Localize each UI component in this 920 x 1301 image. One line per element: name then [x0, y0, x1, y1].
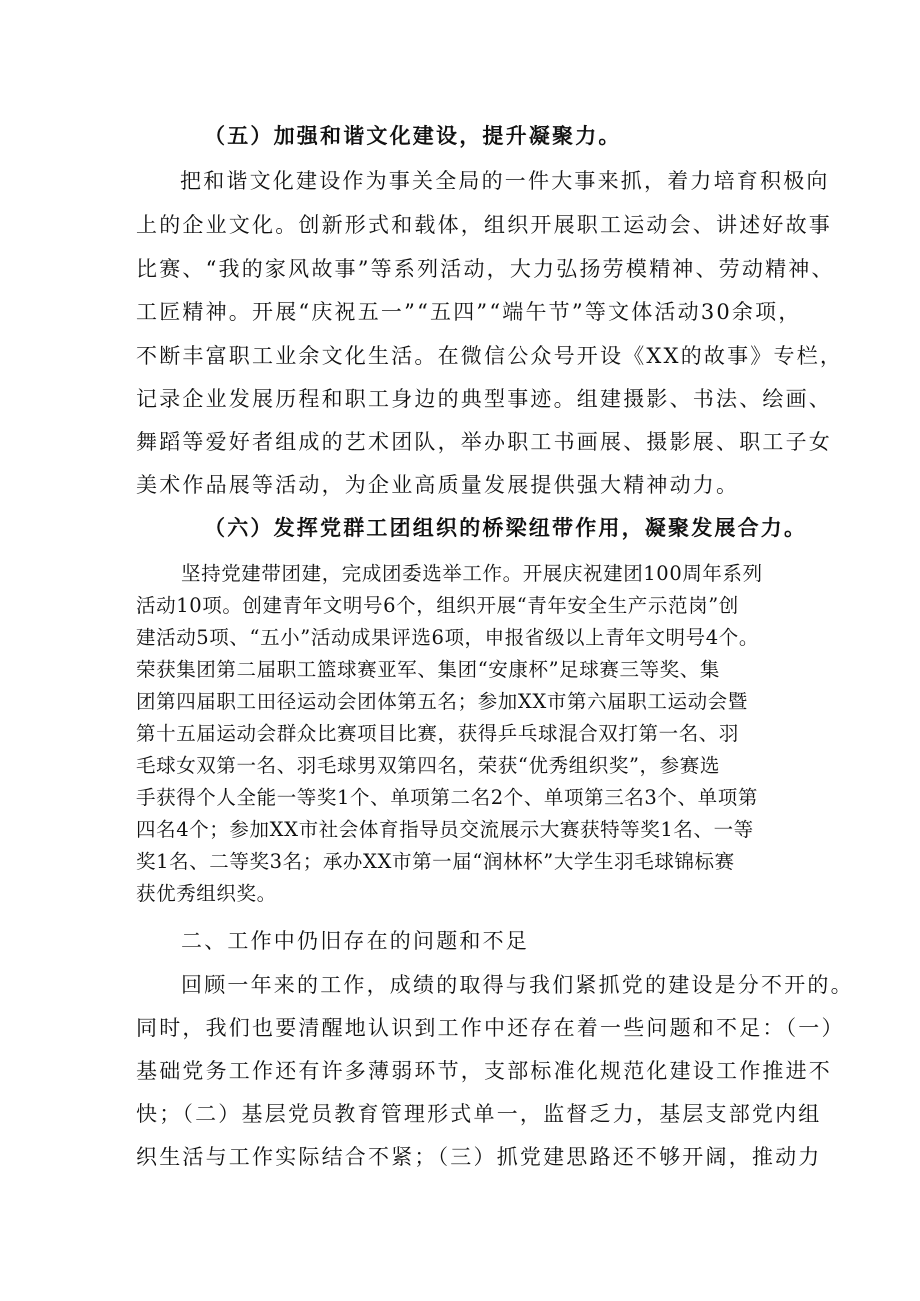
section-6-line-3: 建活动5项、“五小”活动成果评选6项，申报省级以上青年文明号4个。: [136, 626, 759, 649]
part-2-line-4: 快；（二）基层党员教育管理形式单一，监督乏力，基层支部党内组: [136, 1102, 822, 1126]
section-6-line-9: 四名4个；参加XX市社会体育指导员交流展示大赛获特等奖1名、一等: [136, 818, 754, 841]
part-2-heading: 二、工作中仍旧存在的问题和不足: [181, 929, 529, 953]
section-6-line-6: 第十五届运动会群众比赛项目比赛，获得乒乓球混合双打第一名、羽: [136, 722, 740, 745]
section-6-line-7: 毛球女双第一名、羽毛球男双第四名，荣获“优秀组织奖”，参赛选: [136, 754, 720, 777]
section-6-line-4: 荣获集团第二届职工篮球赛亚军、集团“安康杯”足球赛三等奖、集: [136, 658, 720, 681]
section-5-line-1: 把和谐文化建设作为事关全局的一件大事来抓，着力培育积极向: [180, 169, 830, 193]
section-6-line-10: 奖1名、二等奖3名；承办XX市第一届“润林杯”大学生羽毛球锦标赛: [136, 850, 735, 873]
section-5-line-4: 工匠精神。开展“庆祝五一”“五四”“端午节”等文体活动30余项，: [136, 300, 802, 324]
section-5-line-3: 比赛、“我的家风故事”等系列活动，大力弘扬劳模精神、劳动精神、: [136, 257, 835, 281]
section-5-line-2: 上的企业文化。创新形式和载体，组织开展职工运动会、讲述好故事: [136, 213, 832, 237]
part-2-line-5: 织生活与工作实际结合不紧；（三）抓党建思路还不够开阔，推动力: [136, 1145, 822, 1169]
part-2-line-2: 同时，我们也要清醒地认识到工作中还存在着一些问题和不足：（一）: [136, 1016, 845, 1040]
section-6-line-2: 活动10项。创建青年文明号6个，组织开展“青年安全生产示范岗”创: [136, 594, 739, 617]
part-2-line-1: 回顾一年来的工作，成绩的取得与我们紧抓党的建设是分不开的。: [181, 973, 854, 997]
section-5-line-5: 不断丰富职工业余文化生活。在微信公众号开设《XX的故事》专栏，: [136, 344, 844, 368]
section-6-line-5: 团第四届职工田径运动会团体第五名；参加XX市第六届职工运动会暨: [136, 690, 748, 713]
section-6-line-11: 获优秀组织奖。: [136, 882, 277, 905]
part-2-line-3: 基础党务工作还有许多薄弱环节，支部标准化规范化建设工作推进不: [136, 1059, 832, 1083]
section-5-line-7: 舞蹈等爱好者组成的艺术团队，举办职工书画展、摄影展、职工子女: [136, 430, 832, 454]
section-5-heading: （五）加强和谐文化建设，提升凝聚力。: [204, 123, 622, 148]
section-5-line-8: 美术作品展等活动，为企业高质量发展提供强大精神动力。: [136, 473, 740, 497]
section-5-line-6: 记录企业发展历程和职工身边的典型事迹。组建摄影、书法、绘画、: [136, 387, 832, 411]
section-6-line-8: 手获得个人全能一等奖1个、单项第二名2个、单项第三名3个、单项第: [136, 786, 758, 809]
section-6-line-1: 坚持党建带团建，完成团委选举工作。开展庆祝建团100周年系列: [181, 562, 763, 585]
section-6-heading: （六）发挥党群工团组织的桥梁纽带作用，凝聚发展合力。: [204, 515, 808, 540]
